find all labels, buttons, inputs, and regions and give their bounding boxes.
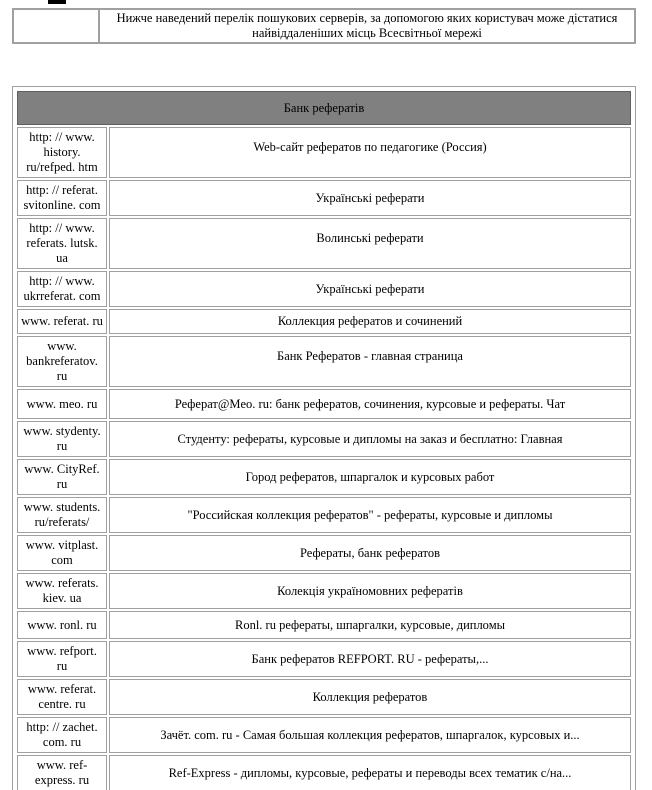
row-url[interactable]: www. students. ru/referats/ (17, 497, 107, 533)
table-header: Банк рефератів (17, 91, 631, 125)
row-description: "Российская коллекция рефератов" - рефераты, курсовые и дипломы (109, 497, 631, 533)
table-row (17, 336, 631, 387)
row-url[interactable]: www. referats. kiev. ua (17, 573, 107, 609)
row-description: Волинські реферати (109, 218, 631, 269)
table-row (17, 218, 631, 269)
row-description: Українські реферати (109, 180, 631, 216)
row-url[interactable]: www. refport. ru (17, 641, 107, 677)
table-row (17, 271, 631, 307)
table-row (17, 389, 631, 419)
row-description: Українські реферати (109, 271, 631, 307)
row-description: Коллекция рефератов и сочинений (109, 309, 631, 334)
table-row (17, 755, 631, 790)
top-edge-mark (48, 0, 66, 4)
row-url[interactable]: http: // www. ukrreferat. com (17, 271, 107, 307)
row-description: Ronl. ru рефераты, шпаргалки, курсовые, дипломы (109, 611, 631, 639)
table-row (17, 180, 631, 216)
table-row (17, 309, 631, 334)
row-description: Город рефератов, шпаргалок и курсовых работ (109, 459, 631, 495)
row-description: Рефераты, банк рефератов (109, 535, 631, 571)
intro-table (12, 8, 636, 44)
row-url[interactable]: www. stydenty. ru (17, 421, 107, 457)
row-description: Ref-Express - дипломы, курсовые, рефераты и переводы всех тематик с/на... (109, 755, 631, 790)
row-url[interactable]: www. referat. centre. ru (17, 679, 107, 715)
table-row (17, 127, 631, 178)
row-url[interactable]: www. ref-express. ru (17, 755, 107, 790)
row-url[interactable]: www. meo. ru (17, 389, 107, 419)
row-url[interactable]: www. ronl. ru (17, 611, 107, 639)
table-row (17, 459, 631, 495)
referat-table-frame (12, 86, 636, 790)
row-description: Коллекция рефератов (109, 679, 631, 715)
table-row (17, 497, 631, 533)
table-body (17, 127, 631, 790)
row-url[interactable]: www. vitplast. com (17, 535, 107, 571)
intro-text: Нижче наведений перелік пошукових серверів, за допомогою яких користувач може дістатися найвіддаленіших місць Всесвітньої мережі (99, 9, 635, 43)
intro-blank-cell (13, 9, 99, 43)
table-row (17, 535, 631, 571)
row-url[interactable]: http: // www. history. ru/refped. htm (17, 127, 107, 178)
row-description: Web-сайт рефератов по педагогике (Россия) (109, 127, 631, 178)
referat-table (15, 89, 633, 790)
row-description: Колекція україномовних рефератів (109, 573, 631, 609)
table-row (17, 679, 631, 715)
table-row (17, 641, 631, 677)
row-url[interactable]: www. bankreferatov. ru (17, 336, 107, 387)
table-row (17, 573, 631, 609)
row-url[interactable]: http: // www. referats. lutsk. ua (17, 218, 107, 269)
row-url[interactable]: http: // zachet. com. ru (17, 717, 107, 753)
row-url[interactable]: www. CityRef. ru (17, 459, 107, 495)
row-url[interactable]: http: // referat. svitonline. com (17, 180, 107, 216)
table-row (17, 421, 631, 457)
table-row (17, 611, 631, 639)
row-description: Банк Рефератов - главная страница (109, 336, 631, 387)
row-description: Зачёт. com. ru - Самая большая коллекция рефератов, шпаргалок, курсовых и... (109, 717, 631, 753)
table-row (17, 717, 631, 753)
row-url[interactable]: www. referat. ru (17, 309, 107, 334)
row-description: Студенту: рефераты, курсовые и дипломы на заказ и бесплатно: Главная (109, 421, 631, 457)
row-description: Банк рефератов REFPORT. RU - рефераты,... (109, 641, 631, 677)
row-description: Реферат@Meo. ru: банк рефератов, сочинения, курсовые и рефераты. Чат (109, 389, 631, 419)
